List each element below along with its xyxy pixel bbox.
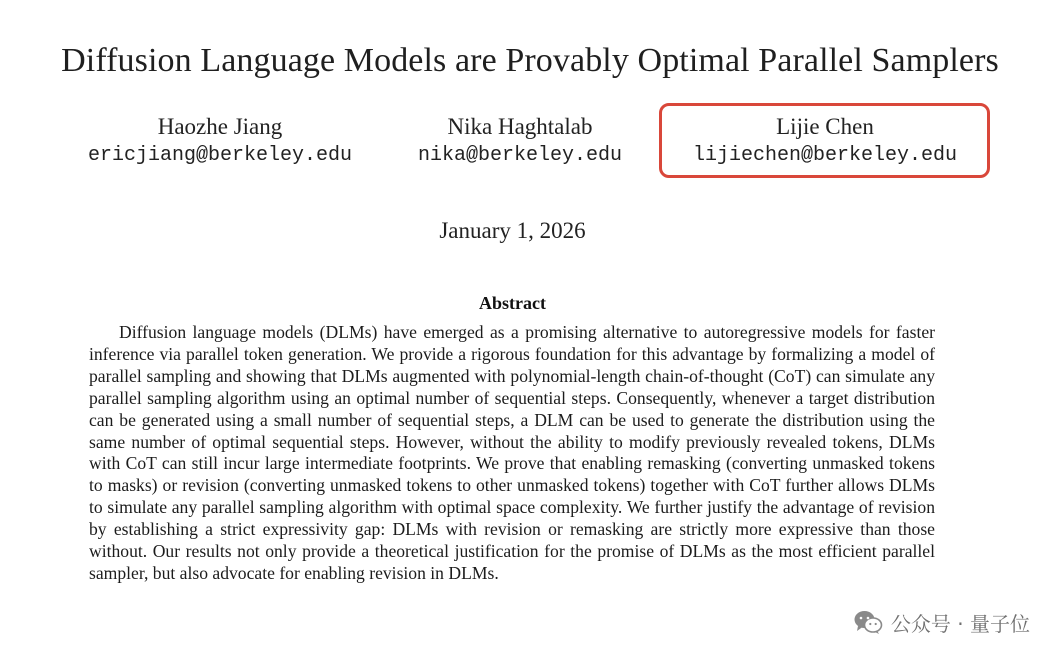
author-block-1: [70, 114, 370, 169]
author-email: ericjiang@berkeley.edu: [87, 144, 353, 167]
author-name: Nika Haghtalab: [447, 114, 593, 139]
paper-title: Diffusion Language Models are Provably Optimal Parallel Samplers: [61, 42, 999, 79]
author-email: nika@berkeley.edu: [417, 144, 623, 167]
watermark: [853, 608, 1030, 636]
abstract-body: Diffusion language models (DLMs) have emerged as a promising alternative to autoregressive models for faster inference via parallel token generation. We provide a rigorous foundation for this advantage by formalizing a model of parallel sampling and showing that DLMs augmented with polynomial-length chain-of-thought (CoT) can simulate any parallel sampling algorithm using an optimal number of sequential steps. Consequently, whenever a target distribution can be generated using a small number of sequential steps, a DLM can be used to generate the distribution using the same number of optimal sequential steps. However, without the ability to modify previously revealed tokens, DLMs with CoT can still incur large intermediate footprints. We prove that enabling remasking (converting unmasked tokens to masks) or revision (converting unmasked tokens to other unmasked tokens) together with CoT further allows DLMs to simulate any parallel sampling algorithm with optimal space complexity. We further justify the advantage of revision by establishing a strict expressivity gap: DLMs with revision or remasking are strictly more expressive than those without. Our results not only provide a theoretical justification for the promise of DLMs as the most efficient parallel sampler, but also advocate for enabling revision in DLMs.: [89, 322, 935, 583]
abstract-heading: Abstract: [479, 293, 546, 313]
paper-date: January 1, 2026: [439, 218, 586, 243]
watermark-text: 公众号 · 量子位: [890, 611, 1030, 636]
author-block-2: [385, 114, 655, 169]
wechat-icon: [853, 609, 883, 635]
author-name: Lijie Chen: [776, 114, 874, 139]
author-email: lijiechen@berkeley.edu: [692, 144, 958, 167]
author-name: Haozhe Jiang: [157, 114, 283, 139]
author-highlight-box: [659, 103, 990, 178]
